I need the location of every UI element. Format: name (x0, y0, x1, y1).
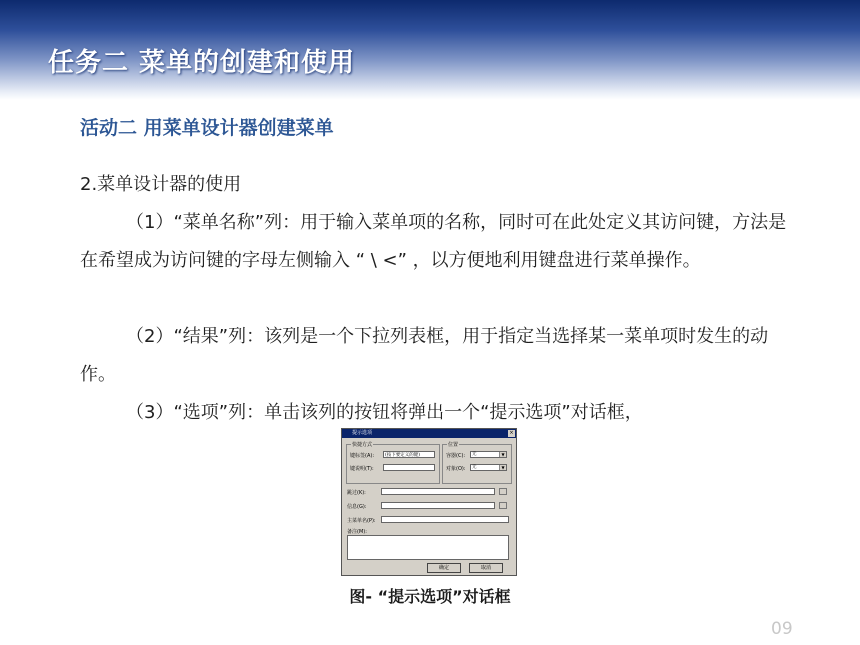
comment-textarea[interactable] (347, 535, 509, 560)
container-value: 无 (472, 452, 477, 457)
shortcut-group-title: 快捷方式 (352, 442, 373, 448)
paragraph-menu-name: （1）“菜单名称”列：用于输入菜单项的名称，同时可在此处定义其访问键，方法是在希望成为访问键的字母左侧输入 “ \ <” ，以方便地利用键盘进行菜单操作。 (80, 212, 787, 271)
key-label-label: 键标签(A): (350, 453, 375, 459)
dialog-titlebar (342, 429, 516, 438)
object-select[interactable] (470, 464, 507, 471)
close-icon[interactable]: × (509, 430, 514, 436)
pad-name-input[interactable] (381, 516, 509, 523)
paragraph-heading: 2.菜单设计器的使用 (80, 174, 242, 195)
container-label: 容器(C): (446, 453, 466, 459)
skip-build-button[interactable] (499, 488, 507, 495)
container-select[interactable] (470, 451, 507, 458)
comment-label: 备注(M): (347, 529, 367, 535)
slide-title: 任务二 菜单的创建和使用 (48, 48, 356, 78)
paragraph-result: （2）“结果”列：该列是一个下拉列表框，用于指定当选择某一菜单项时发生的动作。 (80, 326, 769, 385)
object-value: 无 (472, 465, 477, 470)
skip-input[interactable] (381, 488, 495, 495)
message-label: 信息(G): (347, 504, 367, 510)
ok-button[interactable]: 确定 (427, 563, 461, 573)
figure-caption: 图- “提示选项”对话框 (349, 587, 511, 606)
activity-subtitle: 活动二 用菜单设计器创建菜单 (80, 117, 334, 139)
key-text-label: 键说明(T): (350, 466, 374, 472)
message-input[interactable] (381, 502, 495, 509)
skip-label: 跳过(K): (347, 490, 366, 496)
message-build-button[interactable] (499, 502, 507, 509)
pad-name-label: 主菜单名(P): (347, 518, 376, 524)
page-number: 09 (771, 619, 793, 639)
dialog-title: 提示选项 (352, 430, 373, 436)
paragraph-options: （3）“选项”列：单击该列的按钮将弹出一个“提示选项”对话框， (126, 402, 643, 423)
chevron-down-icon: ▼ (499, 452, 506, 457)
object-label: 对象(O): (446, 466, 466, 472)
key-text-input[interactable] (383, 464, 435, 471)
shortcut-group (346, 444, 440, 484)
cancel-button[interactable]: 取消 (469, 563, 503, 573)
chevron-down-icon: ▼ (499, 465, 506, 470)
position-group (442, 444, 512, 484)
key-label-input[interactable]: (按下要定义的键) (383, 451, 435, 458)
prompt-options-dialog (341, 428, 517, 576)
position-group-title: 位置 (448, 442, 459, 448)
